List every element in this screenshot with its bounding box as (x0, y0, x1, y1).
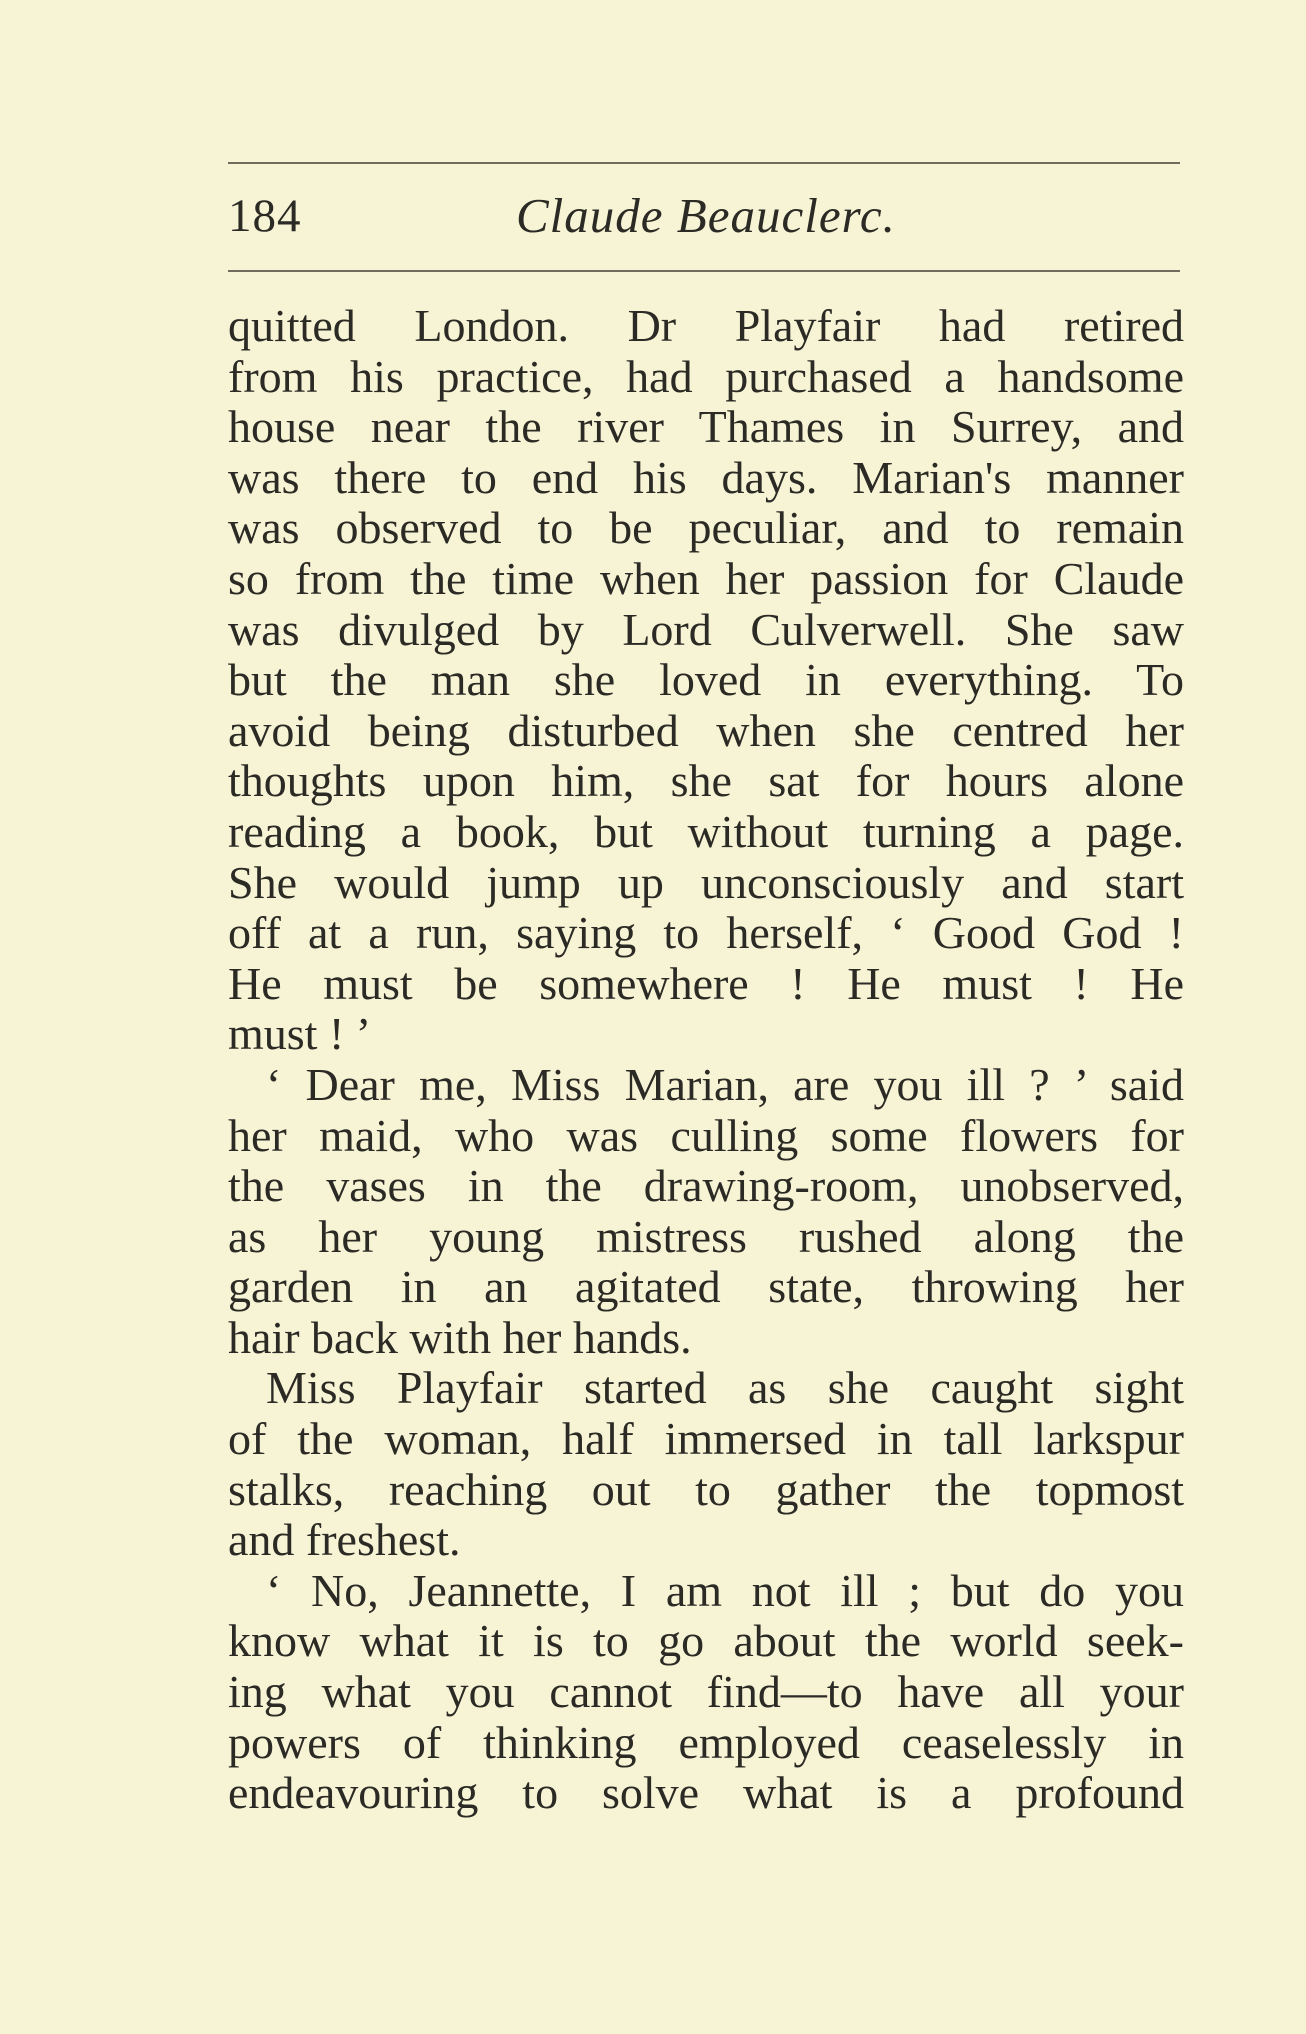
text-line: from his practice, had purchased a handsome (228, 350, 1184, 402)
text-line: was observed to be peculiar, and to remain (228, 502, 1184, 554)
text-line: her maid, who was culling some flowers for (228, 1109, 1184, 1161)
text-line: garden in an agitated state, throwing her (228, 1261, 1184, 1313)
header-rule-bottom (228, 270, 1180, 272)
text-line: thoughts upon him, she sat for hours alone (228, 755, 1184, 807)
text-line: was there to end his days. Marian's manner (228, 451, 1184, 503)
running-title: Claude Beauclerc. (516, 188, 896, 243)
text-line: house near the river Thames in Surrey, and (228, 401, 1184, 453)
text-line: ‘ Dear me, Miss Marian, are you ill ? ’ said (266, 1058, 1184, 1110)
text-line: avoid being disturbed when she centred her (228, 704, 1184, 756)
text-line: ing what you cannot find—to have all your (228, 1666, 1184, 1718)
text-line: was divulged by Lord Culverwell. She saw (228, 603, 1184, 655)
text-line: quitted London. Dr Playfair had retired (228, 300, 1184, 351)
text-line: so from the time when her passion for Claude (228, 552, 1184, 604)
text-line: of the woman, half immersed in tall larkspur (228, 1413, 1184, 1465)
text-line: He must be somewhere ! He must ! He (228, 957, 1184, 1009)
text-line: but the man she loved in everything. To (228, 654, 1184, 706)
text-line: endeavouring to solve what is a profound (228, 1767, 1184, 1819)
text-line: off at a run, saying to herself, ‘ Good God ! (228, 907, 1184, 959)
text-line: and freshest. (228, 1514, 461, 1566)
text-line: stalks, reaching out to gather the topmost (228, 1463, 1184, 1515)
text-line: know what it is to go about the world seek- (228, 1615, 1184, 1667)
text-line: hair back with her hands. (228, 1311, 692, 1363)
page-number: 184 (228, 190, 302, 242)
text-line: She would jump up unconsciously and start (228, 856, 1184, 908)
text-line: ‘ No, Jeannette, I am not ill ; but do you (266, 1564, 1184, 1616)
text-line: must ! ’ (228, 1008, 372, 1060)
text-line: powers of thinking employed ceaselessly in (228, 1716, 1184, 1768)
text-line: as her young mistress rushed along the (228, 1210, 1184, 1262)
text-line: Miss Playfair started as she caught sight (266, 1362, 1184, 1414)
text-line: reading a book, but without turning a page. (228, 805, 1184, 857)
text-line: the vases in the drawing-room, unobserved, (228, 1160, 1184, 1212)
header-rule-top (228, 162, 1180, 164)
body-text (228, 301, 1184, 1819)
